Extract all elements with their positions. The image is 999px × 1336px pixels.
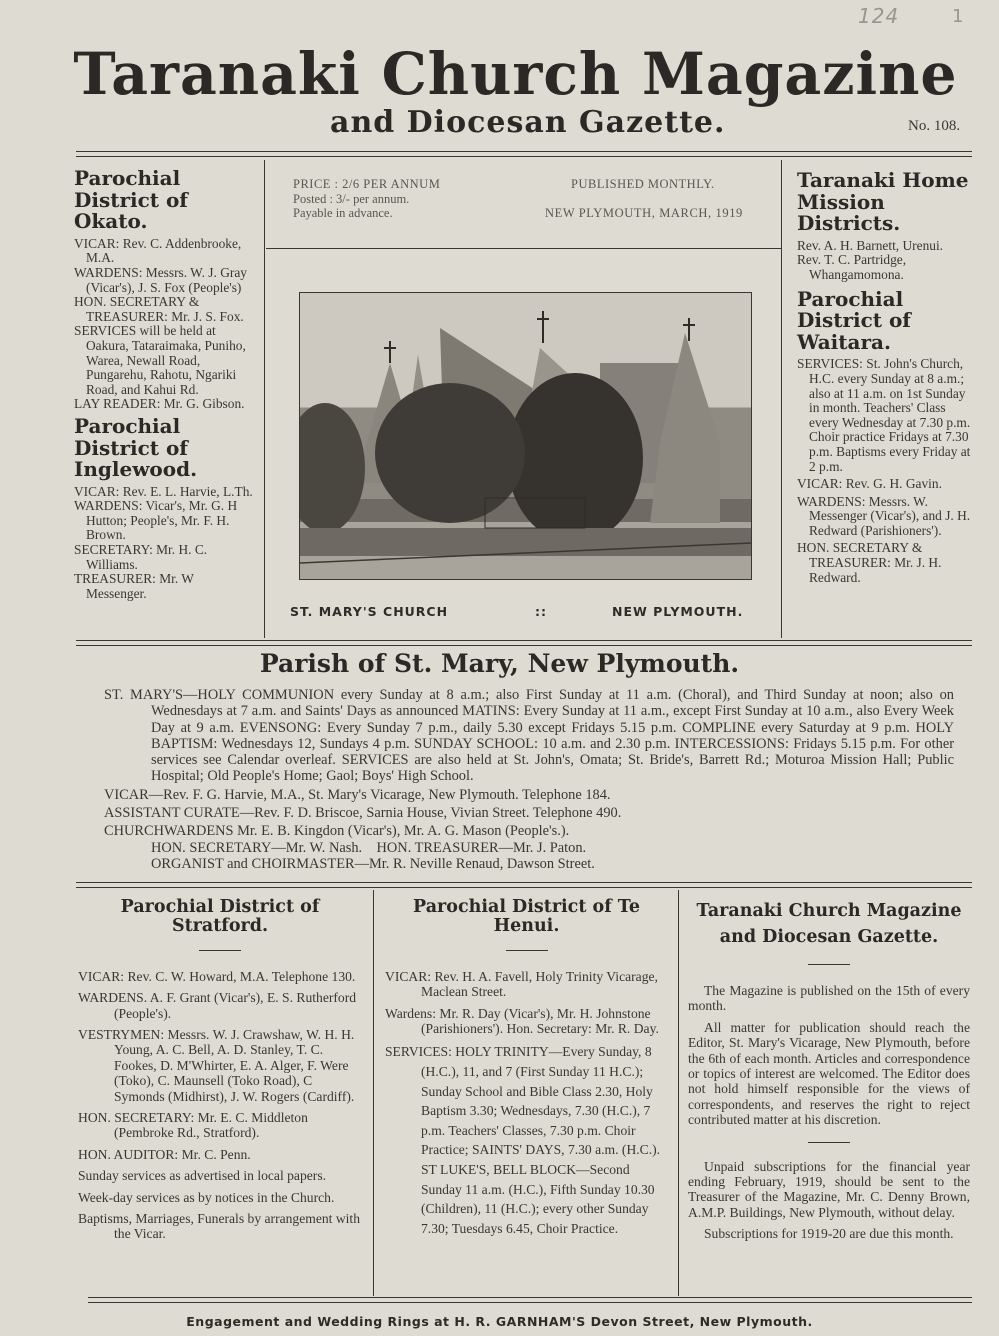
inglewood-wardens: WARDENS: Vicar's, Mr. G. H Hutton; People's, Mr. F. H. Brown. [74,498,238,543]
stratford-sunday-services: Sunday services as advertised in local papers. [78,1168,327,1184]
middle-double-rule [76,640,972,646]
left-column [74,168,254,601]
okato-wardens: WARDENS: Messrs. W. J. Gray (Vicar's), J. S. Fox (People's) [74,264,247,295]
notice-editorial: All matter for publication should reach the Editor, St. Mary's Vicarage, New Plymouth, before the 6th of each month. Articles and correspondence or topics of interest are welcomed. The Editor does not hold himself responsible for the views of correspondents, and reserves the right to reject contributed matter at his discretion. [688,1019,970,1128]
divider-rule [199,950,241,951]
okato-vicar: VICAR: Rev. C. Addenbrooke, M.A. [74,235,242,266]
inglewood-treasurer: TREASURER: Mr. W Messenger. [74,571,194,601]
stratford-weekday-services: Week-day services as by notices in the Church. [78,1189,335,1205]
divider-rule [808,1142,850,1143]
stratford-section [78,898,362,1248]
okato-heading: Parochial District of Okato. [74,166,188,234]
waitara-wardens: WARDENS: Messrs. W. Messenger (Vicar's), and J. H. Redward (Parishioners'). [797,493,971,538]
stratford-secretary: HON. SECRETARY: Mr. E. C. Middleton (Pembroke Rd., Stratford). [78,1110,308,1141]
stratford-wardens: WARDENS. A. F. Grant (Vicar's), E. S. Rutherford (People's). [78,990,357,1021]
payable-line: Payable in advance. [293,206,393,220]
parish-vicar: VICAR—Rev. F. G. Harvie, M.A., St. Mary's Vicarage, New Plymouth. Telephone 184. [104,786,611,803]
masthead-subtitle: and Diocesan Gazette. [330,105,726,140]
inglewood-heading: Parochial District of Inglewood. [74,413,198,482]
waitara-services: SERVICES: St. John's Church, H.C. every Sunday at 8 a.m.; also at 11 a.m. on 1st Sunday in month. Teachers' Class every Wednesday at 7.30 p.m. Choir practice Fridays at 7.30 p.m. Baptisms every Friday at 2 p.m. [797,356,971,474]
waitara-section [797,286,972,586]
magazine-notice-section [688,898,970,1248]
te-henui-services: SERVICES: HOLY TRINITY—Every Sunday, 8 (H.C.), 11, and 7 (First Sunday 11 H.C.); Sunday School and Bible Class 2.30, Holy Baptism 3.30; Wednesdays, 7.30 (H.C.), 7 p.m. Teachers' Classes, 7.30 p.m. Choir Practice; SAINTS' DAYS, 7.30 a.m. (H.C.). ST LUKE'S, BELL BLOCK—Second Sunday 11 a.m. (H.C.), Fifth Sunday 10.30 (Children), 11 (H.C.); every other Sunday 7.30; Tuesdays 6.45, Choir Practice. [385,1044,661,1236]
right-column [797,170,972,585]
bottom-divider-1 [373,890,374,1296]
home-mission-entry: Rev. A. H. Barnett, Urenui. [797,237,944,253]
posted-line: Posted : 3/- per annum. [293,192,410,206]
footer-advertisement: Engagement and Wedding Rings at H. R. GARNHAM'S Devon Street, New Plymouth. [186,1314,813,1329]
divider-rule [506,950,548,951]
te-henui-heading: Parochial District of Te Henui. [413,897,640,936]
left-column-divider [264,160,265,638]
parish-churchwardens: CHURCHWARDENS Mr. E. B. Kingdon (Vicar's), Mr. A. G. Mason (People's.). [104,823,570,840]
waitara-secretary: HON. SECRETARY & TREASURER: Mr. J. H. Redward. [797,540,942,585]
stratford-auditor: HON. AUDITOR: Mr. C. Penn. [78,1146,251,1162]
okato-section [74,168,254,412]
inglewood-section [74,413,254,602]
te-henui-wardens: Wardens: Mr. R. Day (Vicar's), Mr. H. Johnstone (Parishioners'). Hon. Secretary: Mr. R. Day. [385,1005,659,1036]
photo-caption-right: NEW PLYMOUTH. [612,604,744,619]
inglewood-vicar: VICAR: Rev. E. L. Harvie, L.Th. [74,483,253,499]
stratford-vestrymen: VESTRYMEN: Messrs. W. J. Crawshaw, W. H. H. Young, A. C. Bell, A. D. Stanley, T. C. Fookes, D. M'Whirter, E. A. Alger, F. Were (Toko), C. Maunsell (Toko Road), C Symonds (Midhirst), J. W. Rogers (Cardiff). [78,1027,355,1104]
bottom-double-rule [88,1297,972,1303]
inglewood-secretary: SECRETARY: Mr. H. C. Williams. [74,542,208,572]
issue-number: No. 108. [908,118,961,134]
right-column-divider [781,160,782,638]
home-mission-heading: Taranaki Home Mission Districts. [797,168,969,236]
magazine-notice-heading: Taranaki Church Magazine and Diocesan Gazette. [696,901,962,947]
home-mission-entry: Rev. T. C. Partridge, Whangamomona. [797,252,907,282]
stratford-vicar: VICAR: Rev. C. W. Howard, M.A. Telephone 130. [78,968,356,984]
home-mission-section [797,170,972,283]
top-double-rule [76,151,972,157]
photo-caption-left: ST. MARY'S CHURCH [290,604,449,619]
price-line: PRICE : 2/6 PER ANNUM [293,177,441,191]
parish-curate: ASSISTANT CURATE—Rev. F. D. Briscoe, Sarnia House, Vivian Street. Telephone 490. [104,805,622,822]
church-photo [299,292,752,580]
parish-heading: Parish of St. Mary, New Plymouth. [259,649,740,678]
masthead-title: Taranaki Church Magazine [73,40,958,108]
stratford-baptisms: Baptisms, Marriages, Funerals by arrangement with the Vicar. [78,1211,361,1242]
info-box-rule [266,248,781,249]
parish-body [104,687,954,872]
divider-rule [808,964,850,965]
lower-double-rule [76,882,972,888]
parish-organist: ORGANIST and CHOIRMASTER—Mr. R. Neville Renaud, Dawson Street. [151,855,595,872]
notice-subscriptions-due: Subscriptions for 1919-20 are due this month. [704,1226,954,1242]
dateline: NEW PLYMOUTH, MARCH, 1919 [545,206,743,220]
okato-lay-reader: LAY READER: Mr. G. Gibson. [74,396,245,412]
church-illustration [300,293,751,579]
waitara-heading: Parochial District of Waitara. [797,286,911,354]
parish-secretary-treasurer: HON. SECRETARY—Mr. W. Nash. HON. TREASURER—Mr. J. Paton. [151,839,587,856]
waitara-vicar: VICAR: Rev. G. H. Gavin. [797,476,942,492]
parish-services: ST. MARY'S—HOLY COMMUNION every Sunday at 8 a.m.; also First Sunday at 11 a.m. (Choral), and Third Sunday at noon; also on Wednesdays at 7 a.m. and Saints' Days as announced MATINS: Every Sunday at 11 a.m., except First Sunday at 10 a.m., also Every Week Day at 9 a.m. EVENSONG: Every Sunday 7 p.m., daily 5.30 except Fridays 5.15 p.m. COMPLINE every Saturday at 9 p.m. HOLY BAPTISM: Wednesdays 12, Sundays 4 p.m. SUNDAY SCHOOL: 10 a.m. and 2.30 p.m. INTERCESSIONS: Fridays 5.15 p.m. For other services see Calendar overleaf. SERVICES are also held at St. John's, Omata; St. Bride's, Barrett Rd.; Moturoa Mission Hall; Public Hospital; Old People's Home; Gaol; Boys' High School. [104,687,954,785]
okato-services: SERVICES will be held at Oakura, Tataraimaka, Puniho, Warea, Newall Road, Pungarehu, Rahotu, Ngariki Road, and Kahui Rd. [74,323,246,397]
notice-publication-date: The Magazine is published on the 15th of every month. [688,983,970,1014]
bottom-divider-2 [678,890,679,1296]
pencil-mark: 1 [952,6,964,27]
stratford-heading: Parochial District of Stratford. [120,897,320,936]
okato-secretary: HON. SECRETARY & TREASURER: Mr. J. S. Fox. [74,294,244,324]
pencil-annotation: 124 [858,4,900,28]
notice-unpaid-subscriptions: Unpaid subscriptions for the financial year ending February, 1919, should be sent to the Treasurer of the Magazine, Mr. C. Denny Brown, A.M.P. Buildings, New Plymouth, without delay. [688,1158,970,1220]
te-henui-vicar: VICAR: Rev. H. A. Favell, Holy Trinity Vicarage, Maclean Street. [385,968,658,1000]
published-monthly: PUBLISHED MONTHLY. [571,177,715,191]
photo-caption-separator: :: [535,604,547,619]
te-henui-section [385,898,668,1244]
